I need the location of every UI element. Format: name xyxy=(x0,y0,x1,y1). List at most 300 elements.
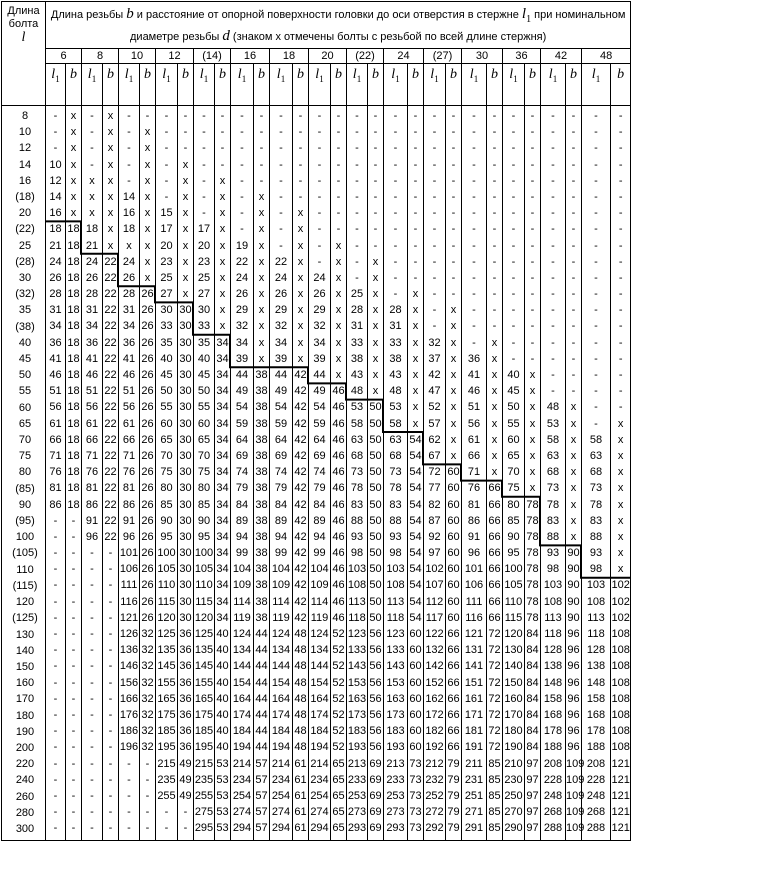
table-cell: 22 xyxy=(104,466,117,479)
table-cell: 136 xyxy=(119,644,139,657)
table-cell: - xyxy=(108,579,113,592)
table-cell: - xyxy=(594,142,598,155)
table-cell: x xyxy=(529,466,536,479)
table-cell: 175 xyxy=(194,708,214,721)
table-cell: 48 xyxy=(294,676,307,689)
table-cell: 40 xyxy=(507,369,520,381)
table-cell: - xyxy=(551,255,555,268)
table-cell: 52 xyxy=(332,644,345,657)
table-cell: 131 xyxy=(464,644,484,657)
table-cell: 67 xyxy=(428,449,441,462)
table-cell: - xyxy=(393,158,398,171)
table-cell: - xyxy=(530,110,535,122)
table-cell: 61 xyxy=(49,417,62,430)
table-cell: 28 xyxy=(350,304,364,317)
table-cell: 154 xyxy=(310,676,329,689)
table-cell: 34 xyxy=(216,563,229,576)
table-cell: - xyxy=(472,239,476,252)
table-cell: 293 xyxy=(347,822,367,835)
table-cell: - xyxy=(511,158,516,171)
table-cell: - xyxy=(594,352,598,365)
table-cell: 48 xyxy=(294,708,307,721)
table-cell: 112 xyxy=(425,595,444,608)
table-cell: 44 xyxy=(235,369,249,381)
table-cell: 94 xyxy=(274,530,288,543)
table-cell: - xyxy=(472,207,476,220)
table-cell: 74 xyxy=(313,466,326,479)
table-cell: 143 xyxy=(347,660,367,673)
table-cell: 195 xyxy=(157,741,176,754)
table-cell: - xyxy=(108,547,113,560)
table-cell: - xyxy=(618,401,623,414)
table-cell: 56 xyxy=(467,417,481,430)
table-cell: 102 xyxy=(611,579,630,592)
table-cell: - xyxy=(90,142,94,155)
table-cell: - xyxy=(373,207,378,220)
table-cell: 106 xyxy=(119,563,139,576)
table-cell: 95 xyxy=(197,530,211,543)
table-cell: 46 xyxy=(49,369,62,381)
table-cell: - xyxy=(202,126,206,139)
table-cell: 66 xyxy=(488,498,501,511)
table-cell: 68 xyxy=(546,466,560,479)
subheader-b xyxy=(140,64,156,106)
table-cell: 104 xyxy=(271,563,291,576)
table-cell: x xyxy=(297,223,304,236)
table-cell: - xyxy=(413,158,418,171)
table-cell: - xyxy=(594,174,598,187)
diameter-header: 16 xyxy=(231,49,270,64)
table-cell: - xyxy=(183,110,188,122)
table-cell: 59 xyxy=(235,417,249,430)
table-cell: x xyxy=(107,158,114,171)
table-cell: - xyxy=(551,271,555,284)
table-cell: 254 xyxy=(310,789,329,802)
table-cell: x xyxy=(570,498,577,511)
table-cell: 248 xyxy=(543,789,563,802)
table-cell: 41 xyxy=(122,352,136,365)
table-cell: - xyxy=(279,174,283,187)
table-cell: - xyxy=(317,110,322,122)
table-cell: 213 xyxy=(386,757,405,770)
table-cell: 34 xyxy=(216,498,229,511)
table-cell: - xyxy=(451,207,456,220)
table-cell: - xyxy=(472,255,476,268)
table-cell: - xyxy=(413,223,418,236)
bolt-length-value: (105) xyxy=(12,547,38,560)
table-cell: - xyxy=(298,126,303,139)
table-cell: 65 xyxy=(332,806,345,819)
table-cell: 18 xyxy=(67,255,80,268)
table-cell: 52 xyxy=(332,692,345,705)
table-cell: 41 xyxy=(467,369,481,381)
table-cell: 122 xyxy=(425,628,444,640)
table-cell: 48 xyxy=(294,692,307,705)
table-cell: 96 xyxy=(567,676,580,689)
table-cell: x xyxy=(107,142,114,155)
table-cell: 78 xyxy=(526,595,539,608)
table-cell: 68 xyxy=(350,449,364,462)
table-cell: 51 xyxy=(122,385,136,398)
table-cell: 38 xyxy=(255,449,268,462)
bolt-length-value: (125) xyxy=(12,612,38,625)
table-cell: - xyxy=(108,644,113,657)
bolt-length-value: 180 xyxy=(15,709,35,722)
table-cell: 164 xyxy=(232,692,252,705)
table-cell: 49 xyxy=(235,385,249,398)
table-cell: 27 xyxy=(197,288,211,301)
table-cell: 232 xyxy=(425,773,444,786)
table-cell: 162 xyxy=(425,692,444,705)
table-cell: 32 xyxy=(313,320,326,333)
table-cell: - xyxy=(90,822,94,835)
table-cell: x xyxy=(412,369,419,381)
table-cell: 72 xyxy=(488,725,501,738)
table-cell: 120 xyxy=(504,628,523,640)
table-cell: x xyxy=(70,190,77,203)
table-cell: 38 xyxy=(350,352,364,365)
table-cell: - xyxy=(618,239,623,252)
table-cell: - xyxy=(511,320,516,333)
table-cell: - xyxy=(71,708,76,721)
table-cell: - xyxy=(571,352,576,365)
bolt-length-value: 160 xyxy=(15,677,35,690)
table-cell: - xyxy=(451,126,456,139)
table-cell: 25 xyxy=(350,288,364,301)
table-cell: 53 xyxy=(546,417,560,430)
table-cell: - xyxy=(618,158,623,171)
table-cell: - xyxy=(71,547,76,560)
table-cell: 251 xyxy=(464,789,484,802)
table-cell: - xyxy=(240,223,244,236)
table-cell: 99 xyxy=(313,547,326,560)
table-cell: 24 xyxy=(122,255,136,268)
table-cell: 208 xyxy=(543,757,563,770)
table-cell: x xyxy=(258,336,265,349)
table-cell: x xyxy=(107,110,114,122)
table-cell: - xyxy=(492,110,497,122)
table-cell: 46 xyxy=(332,514,345,527)
b-value-column xyxy=(293,106,309,841)
table-cell: - xyxy=(511,110,516,122)
table-cell: 44 xyxy=(255,692,268,705)
table-cell: 182 xyxy=(425,725,444,738)
table-cell: - xyxy=(432,320,437,333)
table-cell: 158 xyxy=(586,692,606,705)
table-cell: 44 xyxy=(274,369,288,381)
table-cell: 26 xyxy=(141,514,154,527)
table-cell: 30 xyxy=(179,563,192,576)
table-cell: 292 xyxy=(425,822,444,835)
table-cell: - xyxy=(413,271,418,284)
table-cell: - xyxy=(530,239,535,252)
table-cell: 46 xyxy=(332,466,345,479)
table-cell: 23 xyxy=(160,255,173,268)
table-cell: x xyxy=(372,369,379,381)
table-cell: x xyxy=(335,271,342,284)
table-cell: 48 xyxy=(389,385,402,398)
table-cell: 109 xyxy=(566,806,585,819)
table-cell: 108 xyxy=(347,579,367,592)
table-cell: x xyxy=(144,271,151,284)
table-cell: 34 xyxy=(216,530,229,543)
table-cell: 92 xyxy=(428,530,441,543)
table-cell: - xyxy=(432,174,437,187)
table-cell: x xyxy=(219,190,226,203)
bolt-length-value: 150 xyxy=(15,660,35,673)
table-cell: 88 xyxy=(389,514,402,527)
table-cell: 231 xyxy=(464,773,484,786)
table-cell: - xyxy=(373,223,378,236)
table-cell: 53 xyxy=(216,789,229,802)
table-cell: - xyxy=(108,822,113,835)
table-cell: 30 xyxy=(179,514,192,527)
table-cell: 34 xyxy=(216,417,229,430)
table-cell: 124 xyxy=(232,628,252,640)
table-cell: - xyxy=(53,644,58,657)
table-cell: 66 xyxy=(447,628,460,640)
table-cell: - xyxy=(240,110,244,122)
table-cell: 111 xyxy=(120,579,138,592)
table-cell: 108 xyxy=(386,579,405,592)
table-cell: 78 xyxy=(526,530,539,543)
table-cell: x xyxy=(529,417,536,430)
table-cell: - xyxy=(618,126,623,139)
table-cell: 32 xyxy=(141,708,154,721)
table-cell: 36 xyxy=(467,352,481,365)
table-cell: 210 xyxy=(504,757,523,770)
table-cell: - xyxy=(71,773,76,786)
table-cell: 26 xyxy=(313,288,326,301)
table-cell: - xyxy=(511,239,516,252)
table-cell: - xyxy=(472,126,476,139)
table-cell: - xyxy=(530,336,535,349)
table-cell: 46 xyxy=(122,369,136,381)
table-cell: - xyxy=(618,255,623,268)
bolt-length-value: 80 xyxy=(18,466,32,479)
table-cell: 85 xyxy=(488,822,501,835)
table-cell: - xyxy=(393,271,398,284)
table-cell: - xyxy=(472,110,476,122)
table-cell: x xyxy=(89,174,95,187)
table-cell: 30 xyxy=(179,482,192,495)
table-cell: 87 xyxy=(428,514,441,527)
table-cell: 63 xyxy=(589,449,603,462)
table-cell: 44 xyxy=(255,644,268,657)
table-cell: x xyxy=(450,417,457,430)
subcolumn-header-row xyxy=(2,64,631,106)
table-cell: 53 xyxy=(216,773,229,786)
table-cell: - xyxy=(108,692,113,705)
b-value-column xyxy=(331,106,347,841)
table-cell: - xyxy=(594,401,598,414)
table-cell: - xyxy=(317,223,322,236)
table-cell: 22 xyxy=(104,482,117,495)
table-cell: x xyxy=(570,466,577,479)
bolt-length-value: 12 xyxy=(18,142,32,155)
table-cell: - xyxy=(71,595,76,608)
corner-label-line2: болта xyxy=(8,18,39,30)
table-cell: 109 xyxy=(310,579,329,592)
table-cell: 51 xyxy=(467,401,481,414)
diameter-header-row xyxy=(2,49,631,64)
table-cell: 50 xyxy=(197,385,211,398)
table-cell: 50 xyxy=(369,482,382,495)
table-cell: 34 xyxy=(216,449,229,462)
table-cell: 94 xyxy=(235,530,249,543)
table-cell: 30 xyxy=(179,385,192,398)
table-cell: - xyxy=(451,239,456,252)
table-cell: - xyxy=(90,126,94,139)
table-cell: 50 xyxy=(369,401,382,414)
table-cell: - xyxy=(571,385,576,398)
bolt-length-value: 75 xyxy=(18,450,32,463)
table-cell: x xyxy=(412,352,419,365)
table-cell: 121 xyxy=(611,773,630,786)
table-cell: x xyxy=(450,320,457,333)
table-cell: 60 xyxy=(409,708,422,721)
table-cell: 34 xyxy=(216,369,229,381)
table-cell: 173 xyxy=(386,708,405,721)
table-cell: 42 xyxy=(294,611,307,624)
table-cell: - xyxy=(336,174,341,187)
table-cell: x xyxy=(335,304,342,317)
table-cell: 26 xyxy=(141,579,154,592)
subheader-l1 xyxy=(156,64,178,106)
table-cell: 72 xyxy=(488,660,501,673)
table-cell: x xyxy=(297,239,304,252)
table-cell: 109 xyxy=(232,579,252,592)
table-cell: 108 xyxy=(611,676,630,689)
table-cell: 64 xyxy=(274,433,288,446)
table-cell: 148 xyxy=(543,676,563,689)
table-cell: 96 xyxy=(122,530,136,543)
table-cell: - xyxy=(530,223,535,236)
table-cell: - xyxy=(373,174,378,187)
subheader-b xyxy=(525,64,541,106)
diameter-header: 36 xyxy=(503,49,541,64)
table-cell: x xyxy=(617,449,624,462)
table-cell: 84 xyxy=(526,676,539,689)
table-cell: 113 xyxy=(587,611,605,624)
table-cell: x xyxy=(335,336,342,349)
title-part1: Длина резьбы xyxy=(50,8,127,21)
table-cell: x xyxy=(297,320,304,333)
table-cell: - xyxy=(492,288,497,301)
table-cell: 38 xyxy=(389,352,402,365)
table-cell: - xyxy=(432,158,437,171)
table-cell: x xyxy=(258,190,265,203)
table-cell: - xyxy=(145,773,150,786)
table-cell: - xyxy=(317,142,322,155)
table-cell: 22 xyxy=(104,369,117,381)
table-cell: 98 xyxy=(389,547,402,560)
table-cell: 60 xyxy=(447,498,460,511)
table-cell: 123 xyxy=(347,628,367,640)
table-cell: - xyxy=(432,126,437,139)
table-cell: x xyxy=(144,174,151,187)
table-cell: 32 xyxy=(235,320,249,333)
table-cell: 24 xyxy=(85,255,99,268)
table-cell: 76 xyxy=(122,466,136,479)
table-cell: - xyxy=(279,126,283,139)
table-cell: x xyxy=(219,223,226,236)
table-cell: 110 xyxy=(195,579,213,592)
table-cell: x xyxy=(491,417,498,430)
table-cell: - xyxy=(127,773,131,786)
table-cell: 105 xyxy=(194,563,214,576)
table-cell: 234 xyxy=(310,773,329,786)
table-cell: 61 xyxy=(294,757,307,770)
table-cell: 294 xyxy=(232,822,252,835)
table-cell: 194 xyxy=(310,741,329,754)
table-cell: 66 xyxy=(447,708,460,721)
table-cell: 109 xyxy=(566,757,585,770)
table-cell: 211 xyxy=(465,757,483,770)
table-cell: 24 xyxy=(49,255,62,268)
subheader-b xyxy=(487,64,503,106)
table-cell: 192 xyxy=(425,741,444,754)
table-cell: - xyxy=(511,271,516,284)
subheader-l1 xyxy=(231,64,254,106)
table-cell: 110 xyxy=(157,579,176,592)
table-cell: - xyxy=(53,676,58,689)
table-cell: x xyxy=(297,352,304,365)
table-cell: 78 xyxy=(589,498,603,511)
table-cell: 50 xyxy=(369,595,382,608)
table-cell: 65 xyxy=(332,789,345,802)
table-cell: 108 xyxy=(611,644,630,657)
table-cell: 90 xyxy=(507,530,520,543)
table-cell: 48 xyxy=(350,385,364,398)
table-cell: 109 xyxy=(566,773,585,786)
subheader-b xyxy=(103,64,119,106)
diameter-header: 42 xyxy=(541,49,582,64)
table-cell: 44 xyxy=(255,660,268,673)
table-cell: 30 xyxy=(179,401,192,414)
table-cell: 163 xyxy=(347,692,367,705)
table-cell: 42 xyxy=(294,385,307,398)
table-cell: 141 xyxy=(464,660,484,673)
bolt-length-value: 100 xyxy=(15,531,35,544)
table-cell: x xyxy=(491,401,498,414)
table-cell: - xyxy=(108,660,113,673)
table-cell: x xyxy=(219,207,226,220)
table-cell: - xyxy=(90,595,94,608)
table-cell: 89 xyxy=(235,514,249,527)
table-cell: - xyxy=(259,126,264,139)
table-cell: 134 xyxy=(232,644,252,657)
table-cell: 44 xyxy=(255,725,268,738)
table-cell: 53 xyxy=(216,822,229,835)
table-cell: - xyxy=(594,255,598,268)
table-cell: 41 xyxy=(49,352,62,365)
b-symbol: b xyxy=(70,67,77,82)
table-cell: 47 xyxy=(428,385,441,398)
subheader-l1 xyxy=(46,64,66,106)
table-cell: 68 xyxy=(389,449,402,462)
table-cell: 50 xyxy=(507,401,520,414)
table-cell: 254 xyxy=(232,789,252,802)
table-cell: x xyxy=(617,498,624,511)
table-cell: 123 xyxy=(386,628,405,640)
table-cell: 49 xyxy=(313,385,326,398)
table-cell: - xyxy=(551,223,555,236)
table-cell: - xyxy=(492,223,497,236)
table-cell: - xyxy=(164,158,169,171)
table-header-row xyxy=(2,2,631,49)
table-cell: 91 xyxy=(467,530,481,543)
